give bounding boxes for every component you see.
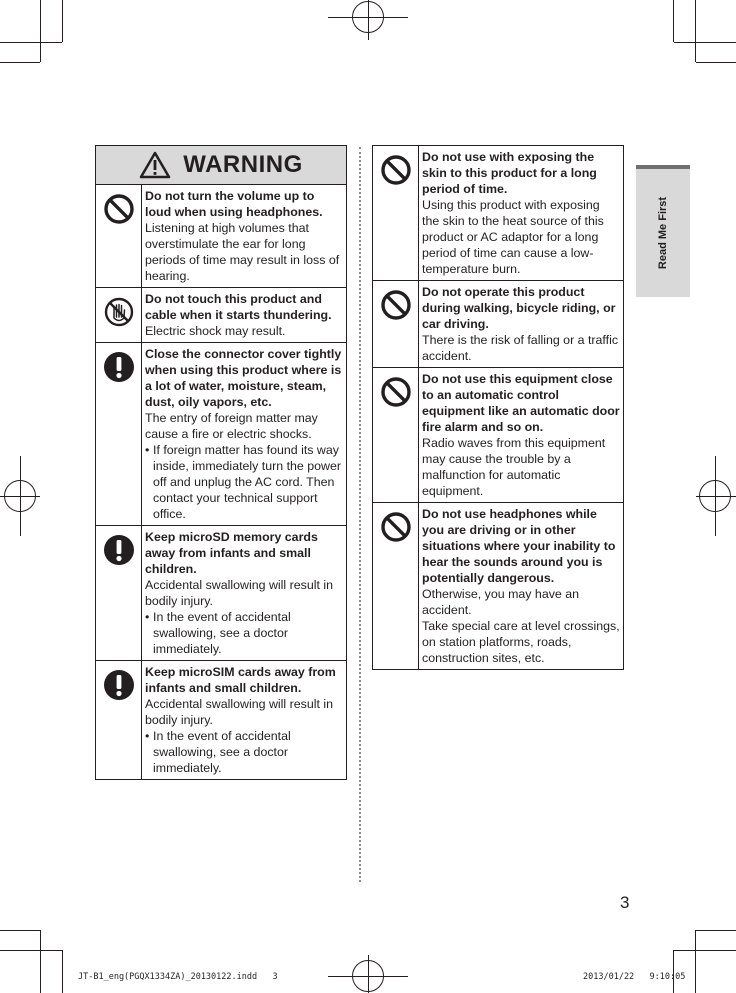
warning-item [373,280,623,367]
item-title: Do not operate this product during walking, bicycle riding, or car driving. [422,285,616,331]
no-touch-hand-icon [103,296,135,328]
item-body: Electric shock may result. [145,324,286,338]
warning-item [96,185,346,287]
prohibition-icon [380,154,412,186]
page-number: 3 [620,893,630,912]
item-bullet: In the event of accidental swallowing, see a doctor immediately. [153,729,291,775]
prohibition-icon [380,376,412,408]
bullet-dot: • [145,610,150,624]
item-title: Do not touch this product and cable when it starts thundering. [145,292,332,322]
crop-mark [0,42,62,43]
warning-item [96,525,346,660]
exclamation-icon [103,669,135,701]
warning-table-left [95,145,347,780]
crop-mark [62,950,63,993]
item-body: Otherwise, you may have an accident. [422,587,580,617]
item-title: Keep microSIM cards away from infants and small children. [145,665,336,695]
item-body: Accidental swallowing will result in bodily injury. [145,697,334,727]
item-body: There is the risk of falling or a traffic accident. [422,333,619,363]
warning-item [96,342,346,525]
warning-triangle-icon [139,151,171,179]
column-divider [359,147,361,882]
prohibition-icon [380,289,412,321]
item-body: Accidental swallowing will result in bodily injury. [145,578,334,608]
exclamation-icon [103,534,135,566]
crop-mark [695,930,696,993]
warning-title: WARNING [183,151,303,178]
registration-mark [352,1,384,33]
item-bullet: In the event of accidental swallowing, see a doctor immediately. [153,610,291,656]
crop-mark [695,0,696,62]
crop-mark [40,930,41,993]
warning-item [96,287,346,342]
item-body: Listening at high volumes that overstimulate the ear for long periods of time may result in loss of hearing. [145,221,340,283]
bullet-dot: • [145,443,150,457]
registration-mark [352,960,384,992]
crop-mark [0,950,62,951]
prohibition-icon [380,511,412,543]
crop-mark [696,62,736,63]
item-body-2: Take special care at level crossings, on station platforms, roads, construction sites, etc. [422,619,620,665]
registration-mark [4,480,36,512]
item-title: Do not turn the volume up to loud when using headphones. [145,189,323,219]
item-title: Keep microSD memory cards away from infants and small children. [145,530,318,576]
crop-mark [673,0,674,42]
crop-mark [696,930,736,931]
item-body: The entry of foreign matter may cause a fire or electric shocks. [145,411,318,441]
warning-item [96,660,346,779]
warning-item [373,367,623,502]
registration-mark [699,480,731,512]
side-tab [636,165,690,297]
item-title: Do not use this equipment close to an automatic control equipment like an automatic door fire alarm and so on. [422,372,620,434]
item-title: Do not use with exposing the skin to this product for a long period of time. [422,150,597,196]
crop-mark [0,930,40,931]
crop-mark [674,42,736,43]
item-title: Do not use headphones while you are driving or in other situations where your inability to hear the sounds around you is potentially dangerous. [422,507,616,585]
warning-item [373,502,623,669]
slug-filename: JT-B1_eng(PGQX1334ZA)_20130122.indd 3 [78,972,278,982]
crop-mark [62,0,63,42]
side-tab-label: Read Me First [657,196,669,270]
crop-mark [0,62,40,63]
warning-item [373,146,623,280]
warning-table-right [372,145,624,670]
prohibition-icon [103,193,135,225]
exclamation-icon [103,351,135,383]
item-body: Using this product with exposing the skin to the heat source of this product or AC adaptor for a long period of time can cause a low-temperature burn. [422,198,604,276]
slug-timestamp: 2013/01/22 9:10:05 [583,972,686,982]
item-body: Radio waves from this equipment may cause the trouble by a malfunction for automatic equipment. [422,436,606,498]
crop-mark [674,950,736,951]
item-bullet: If foreign matter has found its way inside, immediately turn the power off and unplug the AC cord. Then contact your technical support office. [153,443,342,521]
warning-header [96,146,346,185]
bullet-dot: • [145,729,150,743]
item-title: Close the connector cover tightly when using this product where is a lot of water, moisture, steam, dust, oily vapors, etc. [145,347,342,409]
crop-mark [40,0,41,62]
